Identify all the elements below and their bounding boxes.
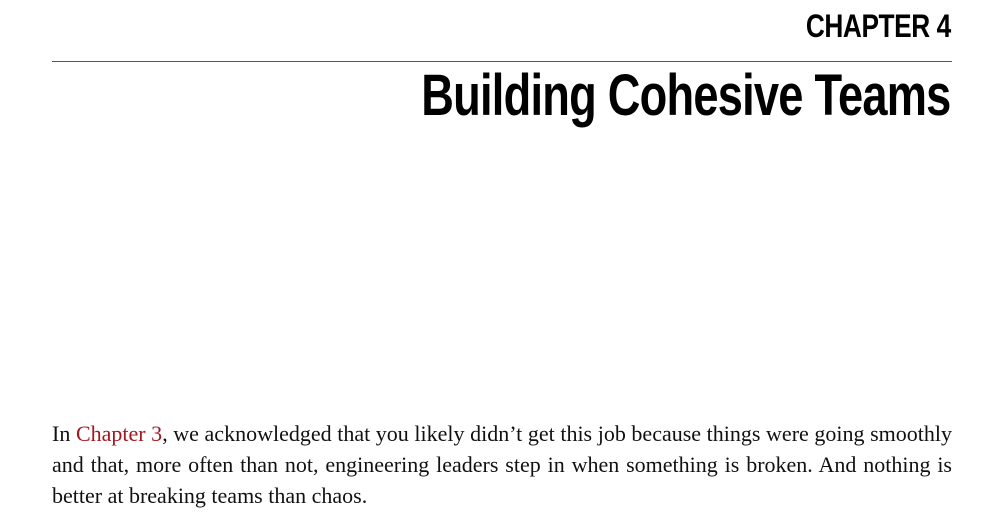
intro-paragraph (52, 418, 952, 511)
intro-text-start: In (52, 421, 76, 446)
chapter-title: Building Cohesive Teams (421, 63, 951, 128)
chapter-3-link[interactable]: Chapter 3 (75, 421, 163, 446)
chapter-label: CHAPTER 4 (805, 8, 951, 44)
intro-text-rest: , we acknowledged that you likely didn’t get this job because things were going smoothly and that, more often than not, engineering leaders step in when something is broken. And nothing is better at breaking teams than chaos. (52, 421, 952, 508)
